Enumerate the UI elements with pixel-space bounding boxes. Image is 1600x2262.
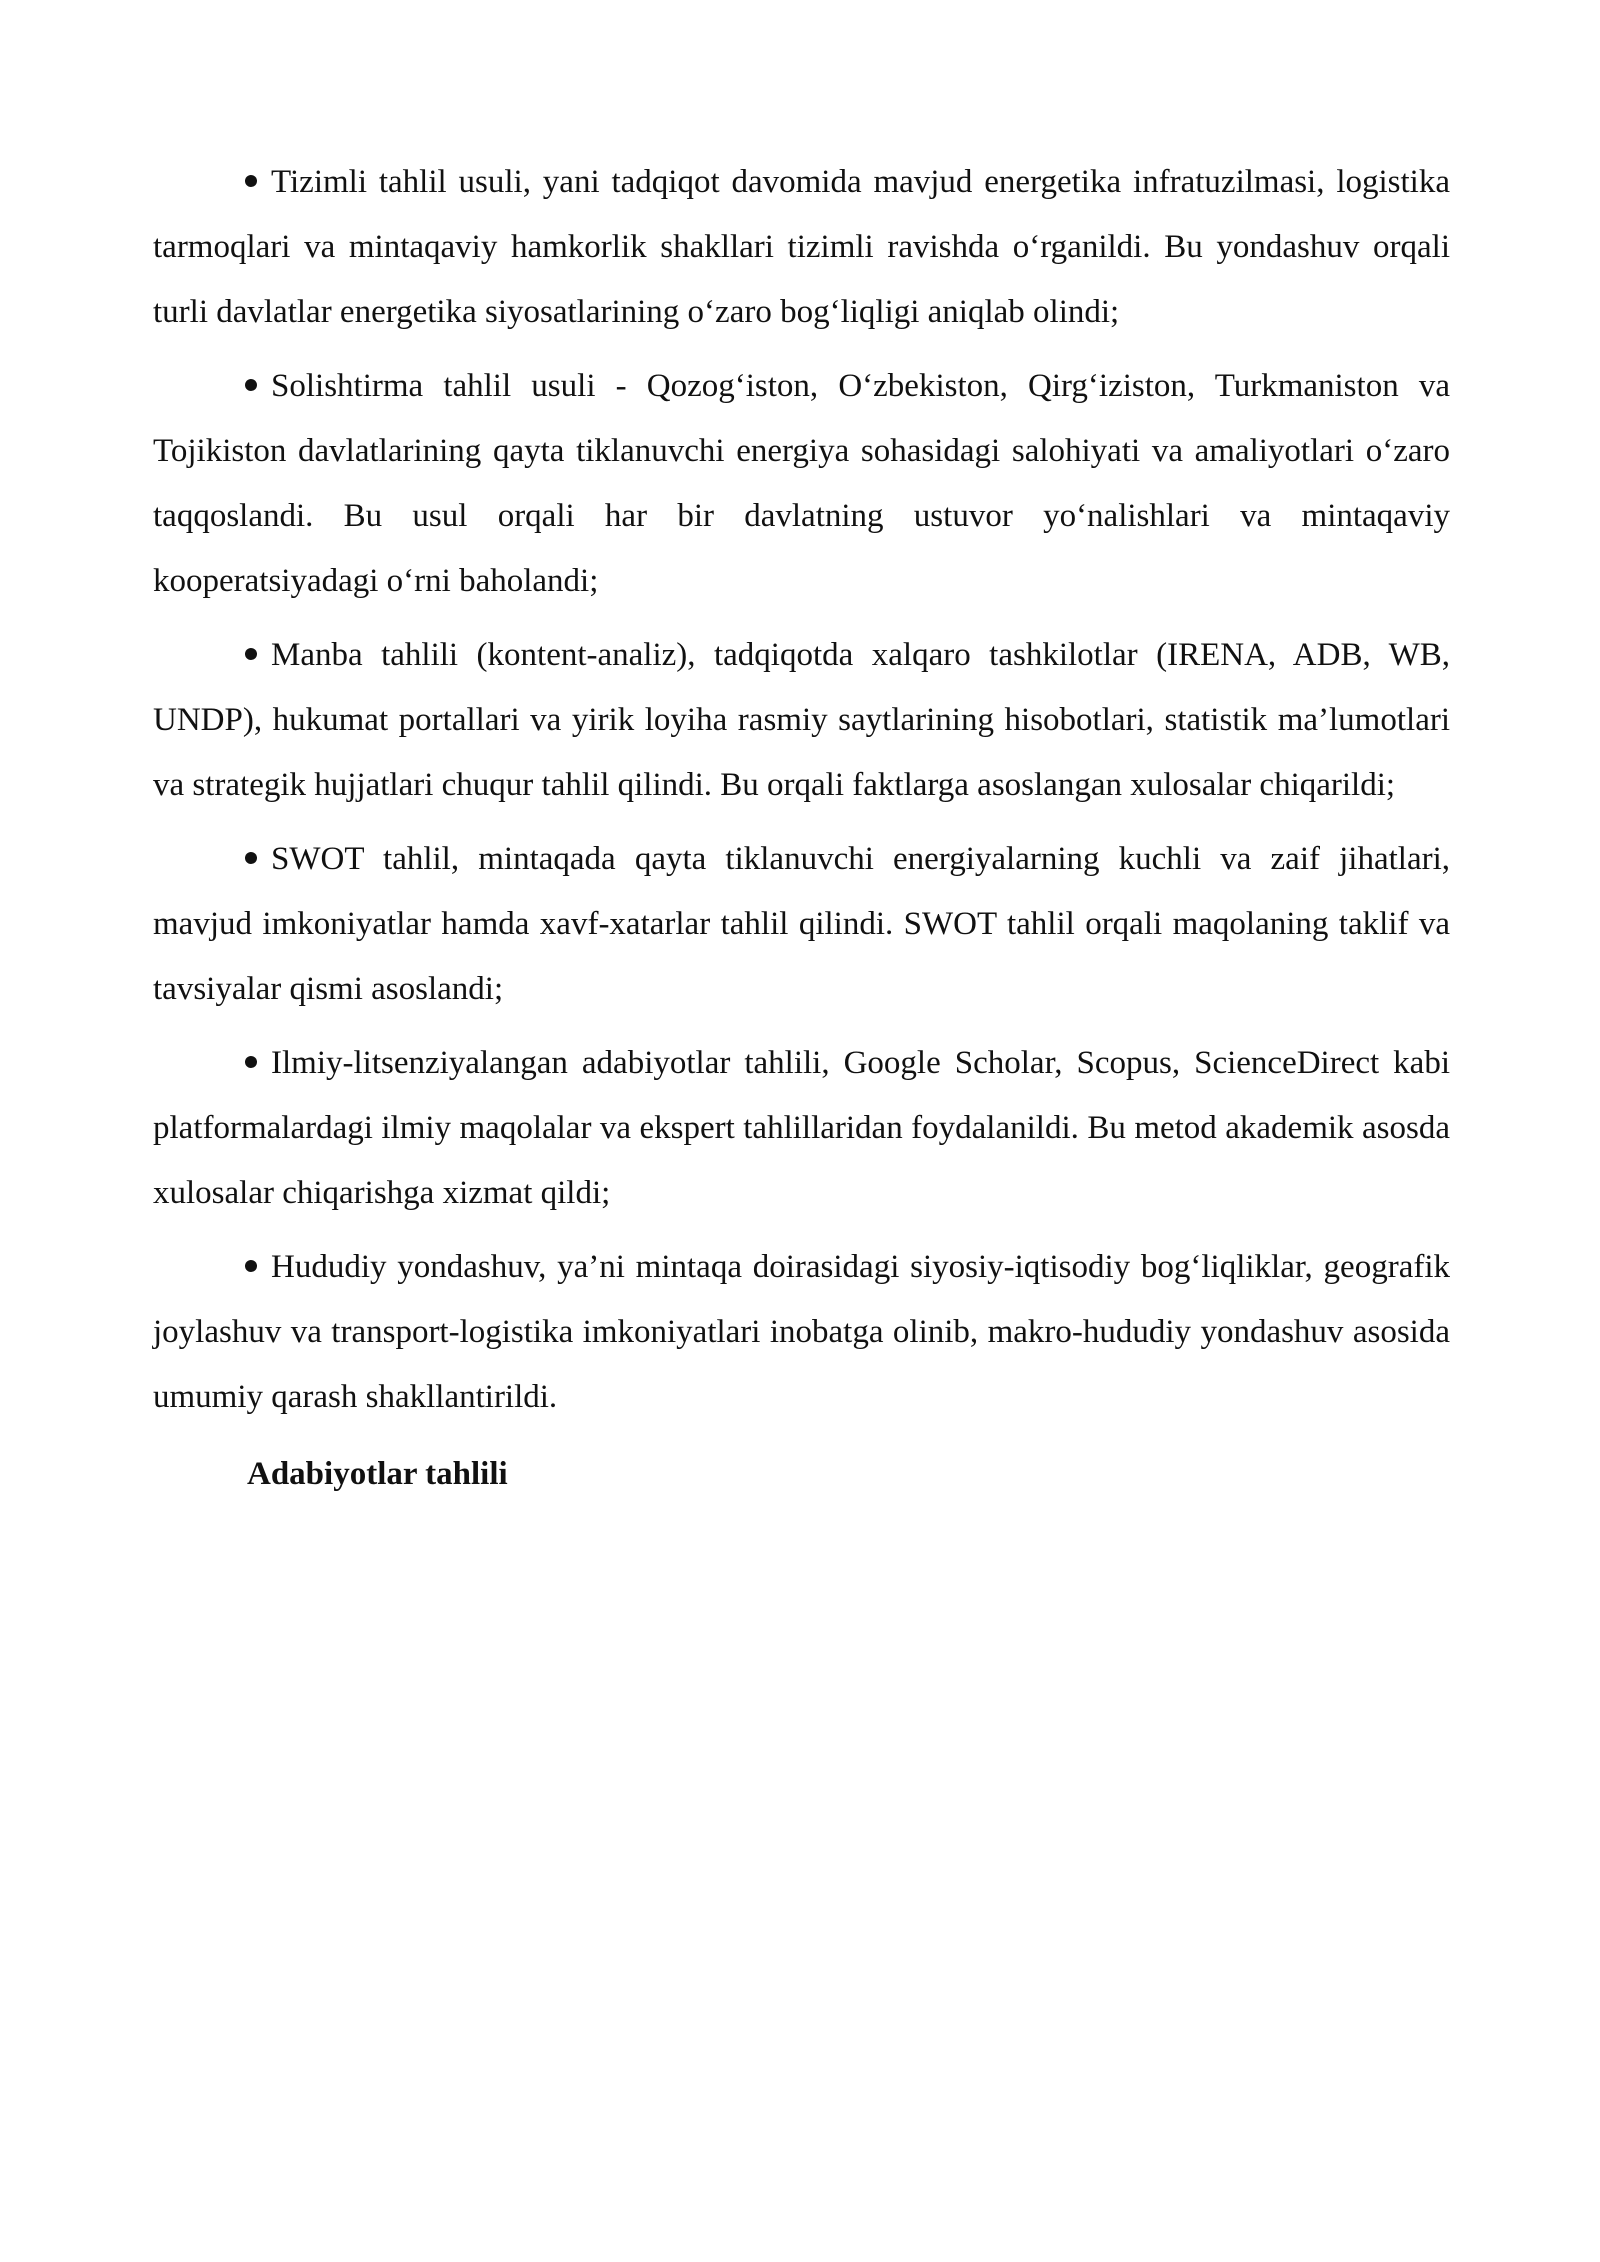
bullet-text: Manba tahlili (kontent-analiz), tadqiqotda xalqaro tashkilotlar (IRENA, ADB, WB, UNDP), hukumat portallari va yirik loyiha rasmiy saytlarining hisobotlari, statistik ma’lumotlari va strategik hujjatlari chuqur tahlil qilindi. Bu orqali faktlarga asoslangan xulosalar chiqarildi; bbox=[153, 637, 1450, 803]
bullet-text: Hududiy yondashuv, ya’ni mintaqa doirasidagi siyosiy-iqtisodiy bog‘liqliklar, geografik joylashuv va transport-logistika imkoniyatlari inobatga olinib, makro-hududiy yondashuv asosida umumiy qarash shakllantirildi. bbox=[153, 1249, 1450, 1415]
bullet-item-literature-analysis bbox=[153, 1031, 1450, 1226]
bullet-item-systems-analysis bbox=[153, 150, 1450, 345]
bullet-icon bbox=[245, 1235, 271, 1300]
bullet-item-source-analysis bbox=[153, 623, 1450, 818]
bullet-text: Tizimli tahlil usuli, yani tadqiqot davomida mavjud energetika infratuzilmasi, logistika tarmoqlari va mintaqaviy hamkorlik shakllari tizimli ravishda o‘rganildi. Bu yondashuv orqali turli davlatlar energetika siyosatlarining o‘zaro bog‘liqligi aniqlab olindi; bbox=[153, 164, 1450, 330]
bullet-icon bbox=[245, 623, 271, 688]
document-page bbox=[153, 150, 1450, 1507]
bullet-item-comparative-analysis bbox=[153, 354, 1450, 614]
bullet-text: Ilmiy-litsenziyalangan adabiyotlar tahlili, Google Scholar, Scopus, ScienceDirect kabi platformalardagi ilmiy maqolalar va ekspert tahlillaridan foydalanildi. Bu metod akademik asosda xulosalar chiqarishga xizmat qildi; bbox=[153, 1045, 1450, 1211]
section-heading: Adabiyotlar tahlili bbox=[247, 1456, 508, 1492]
bullet-icon bbox=[245, 354, 271, 419]
bullet-item-swot-analysis bbox=[153, 827, 1450, 1022]
bullet-text: SWOT tahlil, mintaqada qayta tiklanuvchi energiyalarning kuchli va zaif jihatlari, mavjud imkoniyatlar hamda xavf-xatarlar tahlil qilindi. SWOT tahlil orqali maqolaning taklif va tavsiyalar qismi asoslandi; bbox=[153, 841, 1450, 1007]
bullet-icon bbox=[245, 150, 271, 215]
bullet-icon bbox=[245, 1031, 271, 1096]
bullet-text: Solishtirma tahlil usuli - Qozog‘iston, O‘zbekiston, Qirg‘iziston, Turkmaniston va Tojikiston davlatlarining qayta tiklanuvchi energiya sohasidagi salohiyati va amaliyotlari o‘zaro taqqoslandi. Bu usul orqali har bir davlatning ustuvor yo‘nalishlari va mintaqaviy kooperatsiyadagi o‘rni baholandi; bbox=[153, 368, 1450, 599]
bullet-icon bbox=[245, 827, 271, 892]
bullet-item-regional-approach bbox=[153, 1235, 1450, 1430]
